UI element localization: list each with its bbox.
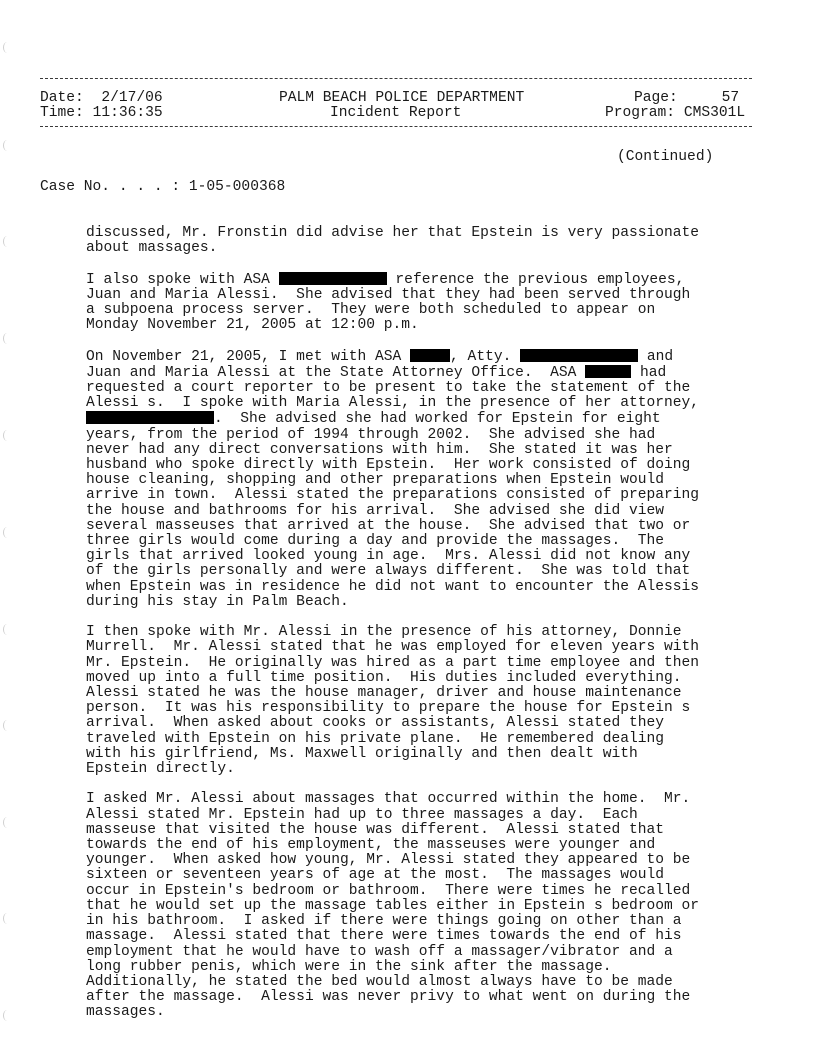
text-line bbox=[86, 671, 780, 686]
text-line bbox=[86, 945, 780, 960]
text-segment: several masseuses that arrived at the house. She advised that two or bbox=[86, 517, 691, 534]
text-segment: On November 21, 2005, I met with ASA bbox=[86, 348, 411, 365]
header-rule-bottom bbox=[40, 126, 752, 127]
program-label: Program: bbox=[605, 105, 676, 121]
text-segment: Juan and Maria Alessi. She advised that they had been served through bbox=[86, 286, 691, 303]
report-date bbox=[40, 91, 163, 106]
text-segment: towards the end of his employment, the masseuses were younger and bbox=[86, 837, 656, 854]
text-line bbox=[86, 549, 780, 564]
text-segment: Additionally, he stated the bed would almost always have to be made bbox=[86, 973, 673, 990]
text-line bbox=[86, 823, 780, 838]
punch-hole-mark bbox=[3, 720, 11, 731]
paragraph bbox=[86, 272, 780, 334]
punch-hole-mark bbox=[3, 236, 11, 247]
text-segment: moved up into a full time position. His duties included everything. bbox=[86, 669, 682, 686]
text-segment: of the girls personally and were always different. She was told that bbox=[86, 563, 691, 580]
text-line bbox=[86, 272, 780, 288]
text-line bbox=[86, 656, 780, 671]
text-line bbox=[86, 686, 780, 701]
report-page bbox=[634, 91, 739, 106]
text-segment: , Atty. bbox=[450, 348, 521, 365]
punch-hole-mark bbox=[3, 333, 11, 344]
text-line bbox=[86, 443, 780, 458]
report-time bbox=[40, 106, 163, 121]
header-rule-top bbox=[40, 78, 752, 79]
paragraph bbox=[86, 792, 780, 1020]
punch-hole-mark bbox=[3, 817, 11, 828]
text-line bbox=[86, 241, 780, 256]
text-segment: girls that arrived looked young in age. Mrs. Alessi did not know any bbox=[86, 548, 691, 565]
text-segment: long rubber penis, which were in the sink after the massage. bbox=[86, 958, 612, 975]
text-segment: arrival. When asked about cooks or assistants, Alessi stated they bbox=[86, 715, 665, 732]
text-line bbox=[86, 701, 780, 716]
text-segment: years, from the period of 1994 through 2002. She advised she had bbox=[86, 426, 656, 443]
redaction-block bbox=[86, 411, 214, 424]
punch-hole-mark bbox=[3, 624, 11, 635]
punch-hole-mark bbox=[3, 1010, 11, 1021]
punch-hole-mark bbox=[3, 430, 11, 441]
text-line bbox=[86, 349, 780, 365]
text-segment: with his girlfriend, Ms. Maxwell originally and then dealt with bbox=[86, 745, 638, 762]
text-segment: during his stay in Palm Beach. bbox=[86, 593, 349, 610]
program-value: CMS301L bbox=[683, 105, 746, 121]
text-line bbox=[86, 762, 780, 777]
text-segment: requested a court reporter to be present to take the statement of the bbox=[86, 380, 691, 397]
text-segment: Alessi s. I spoke with Maria Alessi, in the presence of her attorney, bbox=[86, 395, 700, 412]
text-segment: discussed, Mr. Fronstin did advise her that Epstein is very passionate bbox=[86, 225, 700, 242]
text-line bbox=[86, 929, 780, 944]
text-segment: I also spoke with ASA bbox=[86, 271, 279, 288]
text-segment: massage. Alessi stated that there were times towards the end of his bbox=[86, 928, 682, 945]
text-segment: . She advised she had worked for Epstein for eight bbox=[214, 411, 661, 428]
text-line bbox=[86, 303, 780, 318]
text-line bbox=[86, 564, 780, 579]
redaction-block bbox=[520, 349, 638, 362]
text-line bbox=[86, 488, 780, 503]
text-segment: masseuse that visited the house was different. Alessi stated that bbox=[86, 821, 665, 838]
department-name: PALM BEACH POLICE DEPARTMENT bbox=[279, 90, 525, 106]
text-line bbox=[86, 914, 780, 929]
text-line bbox=[86, 625, 780, 640]
text-line bbox=[86, 580, 780, 595]
text-line bbox=[86, 473, 780, 488]
text-line bbox=[86, 975, 780, 990]
text-line bbox=[86, 838, 780, 853]
text-line bbox=[86, 853, 780, 868]
text-segment: arrive in town. Alessi stated the preparations consisted of preparing bbox=[86, 487, 700, 504]
text-line bbox=[86, 411, 780, 427]
text-segment: I then spoke with Mr. Alessi in the presence of his attorney, Donnie bbox=[86, 624, 682, 641]
date-value: 2/17/06 bbox=[101, 90, 163, 106]
text-line bbox=[86, 1005, 780, 1020]
paragraph bbox=[86, 349, 780, 610]
text-line bbox=[86, 960, 780, 975]
text-segment: Alessi stated he was the house manager, driver and house maintenance bbox=[86, 685, 682, 702]
text-segment: when Epstein was in residence he did not want to encounter the Alessis bbox=[86, 578, 700, 595]
text-segment: house cleaning, shopping and other preparations when Epstein would bbox=[86, 472, 665, 489]
text-segment: sixteen or seventeen years of age at the most. The massages would bbox=[86, 867, 665, 884]
report-body bbox=[40, 150, 780, 1051]
text-segment: after the massage. Alessi was never privy to what went on during the bbox=[86, 989, 691, 1006]
text-line bbox=[86, 288, 780, 303]
page-value: 57 bbox=[721, 90, 740, 106]
text-segment: employment that he would have to wash off a massager/vibrator and a bbox=[86, 943, 673, 960]
text-line bbox=[86, 868, 780, 883]
text-segment: about massages. bbox=[86, 240, 218, 257]
text-line bbox=[86, 990, 780, 1005]
text-segment: three girls would come during a day and provide the massages. The bbox=[86, 533, 665, 550]
punch-hole-mark bbox=[3, 913, 11, 924]
time-label: Time: bbox=[40, 105, 84, 121]
text-line bbox=[86, 519, 780, 534]
text-line bbox=[86, 226, 780, 241]
paragraph bbox=[86, 625, 780, 777]
text-line bbox=[86, 428, 780, 443]
text-line bbox=[86, 716, 780, 731]
report-type: Incident Report bbox=[330, 105, 462, 121]
case-number-line bbox=[40, 149, 780, 196]
text-line bbox=[86, 640, 780, 655]
page-label: Page: bbox=[634, 90, 678, 106]
text-line bbox=[86, 458, 780, 473]
punch-hole-mark bbox=[3, 527, 11, 538]
text-segment: that he would set up the massage tables either in Epstein s bedroom or bbox=[86, 897, 700, 914]
text-line bbox=[86, 504, 780, 519]
text-segment: younger. When asked how young, Mr. Alessi stated they appeared to be bbox=[86, 852, 691, 869]
text-segment: Monday November 21, 2005 at 12:00 p.m. bbox=[86, 317, 419, 334]
text-segment: had bbox=[631, 364, 667, 381]
text-line bbox=[86, 732, 780, 747]
time-value: 11:36:35 bbox=[92, 105, 163, 121]
text-line bbox=[86, 365, 780, 381]
text-segment: Mr. Epstein. He originally was hired as a part time employee and then bbox=[86, 654, 700, 671]
text-segment: Juan and Maria Alessi at the State Attorney Office. ASA bbox=[86, 364, 586, 381]
text-line bbox=[86, 396, 780, 411]
text-segment: in his bathroom. I asked if there were things going on other than a bbox=[86, 913, 682, 930]
redaction-block bbox=[410, 349, 450, 362]
case-status: (Continued) bbox=[617, 149, 714, 165]
redaction-block bbox=[279, 272, 387, 285]
text-line bbox=[86, 318, 780, 333]
punch-hole-mark bbox=[3, 140, 11, 151]
text-segment: Murrell. Mr. Alessi stated that he was employed for eleven years with bbox=[86, 639, 700, 656]
text-line bbox=[86, 747, 780, 762]
text-segment: occur in Epstein's bedroom or bathroom. There were times he recalled bbox=[86, 882, 691, 899]
date-label: Date: bbox=[40, 90, 84, 106]
case-number: 1-05-000368 bbox=[188, 179, 286, 196]
text-segment: and bbox=[638, 348, 674, 365]
text-line bbox=[86, 381, 780, 396]
text-line bbox=[86, 792, 780, 807]
text-segment: never had any direct conversations with him. She stated it was her bbox=[86, 441, 673, 458]
punch-hole-mark bbox=[3, 42, 11, 53]
text-segment: person. It was his responsibility to prepare the house for Epstein s bbox=[86, 700, 691, 717]
text-line bbox=[86, 534, 780, 549]
text-segment: husband who spoke directly with Epstein. Her work consisted of doing bbox=[86, 457, 691, 474]
text-segment: Alessi stated Mr. Epstein had up to three massages a day. Each bbox=[86, 806, 638, 823]
text-segment: the house and bathrooms for his arrival. She advised she did view bbox=[86, 502, 665, 519]
narrative bbox=[40, 226, 780, 1021]
text-segment: Epstein directly. bbox=[86, 761, 235, 778]
text-segment: reference the previous employees, bbox=[386, 271, 685, 288]
text-segment: traveled with Epstein on his private plane. He remembered dealing bbox=[86, 730, 665, 747]
text-line bbox=[86, 884, 780, 899]
text-line bbox=[86, 899, 780, 914]
text-segment: a subpoena process server. They were both scheduled to appear on bbox=[86, 302, 656, 319]
text-line bbox=[86, 595, 780, 610]
text-segment: massages. bbox=[86, 1004, 165, 1021]
paragraph bbox=[86, 226, 780, 256]
text-segment: I asked Mr. Alessi about massages that occurred within the home. Mr. bbox=[86, 791, 691, 808]
case-label: Case No. . . . : bbox=[40, 179, 181, 196]
report-program bbox=[605, 106, 745, 121]
redaction-block bbox=[585, 365, 631, 378]
text-line bbox=[86, 808, 780, 823]
